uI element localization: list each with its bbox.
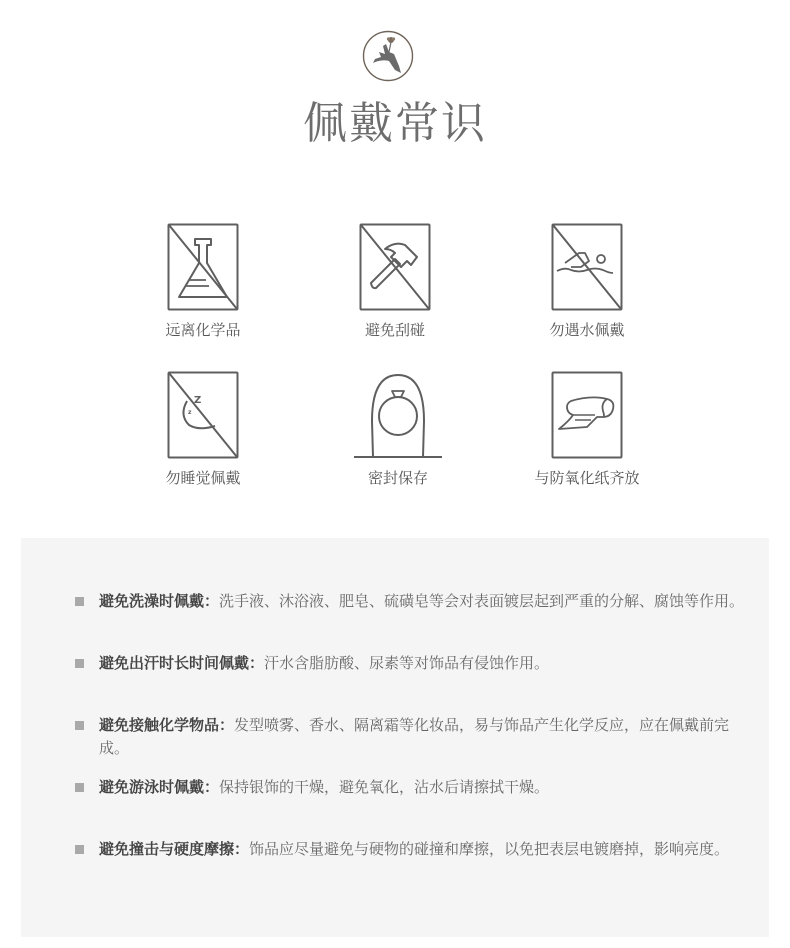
tip-text: 饰品应尽量避免与硬物的碰撞和摩擦，以免把表层电镀磨掉，影响亮度。 bbox=[249, 840, 730, 858]
brand-logo bbox=[361, 30, 415, 82]
square-bullet-icon bbox=[75, 845, 84, 854]
svg-text:z: z bbox=[188, 409, 192, 416]
tip-title: 避免接触化学物品： bbox=[99, 716, 235, 734]
icon-label: 远离化学品 bbox=[165, 321, 241, 339]
tip-item bbox=[77, 776, 757, 799]
icon-label: 密封保存 bbox=[367, 469, 428, 487]
no-hammer-icon bbox=[359, 223, 431, 311]
icon-label: 勿睡觉佩戴 bbox=[165, 469, 241, 487]
anti-oxidation-paper-icon bbox=[551, 371, 623, 459]
tip-title: 避免游泳时佩戴： bbox=[99, 778, 220, 796]
svg-text:Z: Z bbox=[194, 395, 202, 406]
care-icon-sealed-storage bbox=[328, 371, 468, 488]
care-icon-avoid-scratch bbox=[325, 223, 465, 340]
care-icon-anti-oxidation-paper bbox=[517, 371, 657, 488]
page-title: 佩戴常识 bbox=[303, 98, 487, 149]
tip-item bbox=[77, 590, 757, 613]
tip-item bbox=[77, 714, 757, 760]
hand-holding-flower-logo-icon bbox=[361, 30, 415, 82]
tip-text: 洗手液、沐浴液、肥皂、硫磺皂等会对表面镀层起到严重的分解、腐蚀等作用。 bbox=[219, 592, 745, 610]
icon-label: 避免刮碰 bbox=[364, 321, 425, 339]
sealed-ring-dome-icon bbox=[350, 371, 446, 459]
no-swimming-icon bbox=[551, 223, 623, 311]
square-bullet-icon bbox=[75, 721, 84, 730]
square-bullet-icon bbox=[75, 597, 84, 606]
tip-text: 保持银饰的干燥，避免氧化，沾水后请擦拭干燥。 bbox=[219, 778, 550, 796]
tip-title: 避免撞击与硬度摩擦： bbox=[99, 840, 250, 858]
care-icon-no-sleeping bbox=[133, 371, 273, 488]
icon-label: 勿遇水佩戴 bbox=[549, 321, 625, 339]
square-bullet-icon bbox=[75, 783, 84, 792]
tip-item bbox=[77, 838, 757, 861]
tip-title: 避免洗澡时佩戴： bbox=[99, 592, 220, 610]
no-sleeping-icon bbox=[167, 371, 239, 459]
care-icon-no-water bbox=[517, 223, 657, 340]
tip-text: 发型喷雾、香水、隔离霜等化妆品，易与饰品产生化学反应，应在佩戴前完成。 bbox=[99, 716, 730, 757]
icon-label: 与防氧化纸齐放 bbox=[534, 469, 640, 487]
care-icon-no-chemicals bbox=[133, 223, 273, 340]
square-bullet-icon bbox=[75, 659, 84, 668]
tip-text: 汗水含脂肪酸、尿素等对饰品有侵蚀作用。 bbox=[264, 654, 550, 672]
tip-item bbox=[77, 652, 757, 675]
tip-title: 避免出汗时长时间佩戴： bbox=[99, 654, 265, 672]
no-chemicals-flask-icon bbox=[167, 223, 239, 311]
care-tips-panel bbox=[21, 538, 769, 937]
